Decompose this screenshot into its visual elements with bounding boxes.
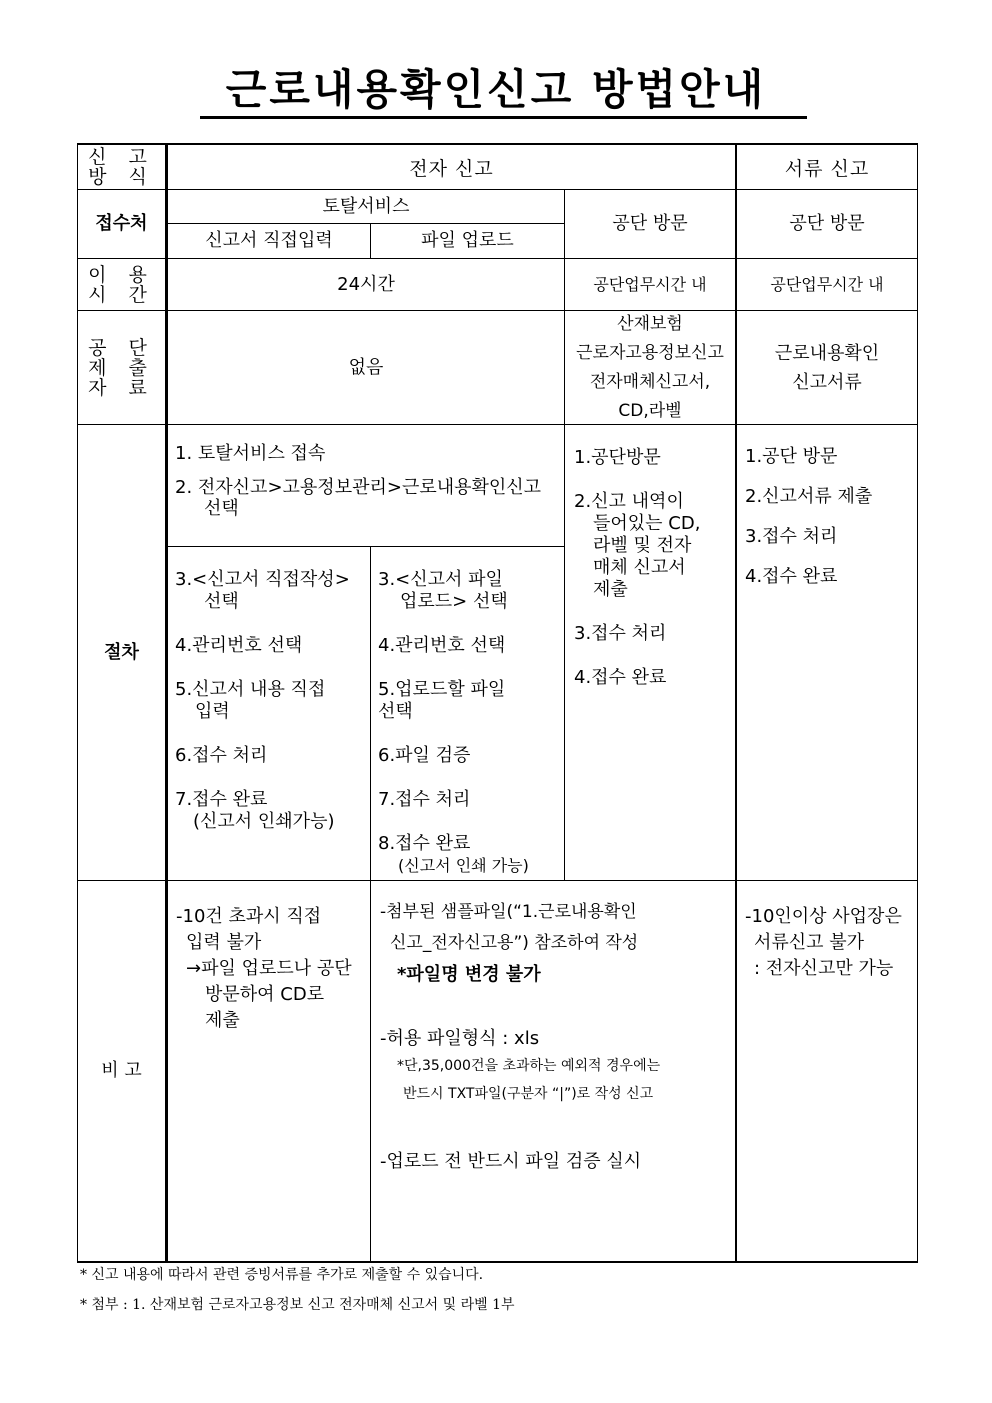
remark-line: 입력 불가	[186, 932, 262, 953]
materials-line: 근로내용확인	[774, 342, 880, 364]
procedure-step: 5.업로드할 파일	[378, 679, 506, 700]
procedure-step: 2.신고 내역이	[574, 491, 684, 512]
remark-line: : 전자신고만 가능	[754, 958, 894, 979]
method-label-line2: 방 식	[88, 166, 155, 188]
procedure-step: 라벨 및 전자	[593, 535, 692, 556]
materials-online: 없음	[348, 356, 384, 378]
footnote: * 첨부 : 1. 산재보험 근로자고용정보 신고 전자매체 신고서 및 라벨 1부	[80, 1297, 515, 1313]
materials-visit-electronic	[565, 311, 735, 424]
reception-label: 접수처	[95, 213, 148, 234]
hours-visit-document: 공단업무시간 내	[770, 274, 884, 294]
materials-line: 근로자고용정보신고	[576, 342, 724, 363]
title-underline	[200, 116, 807, 119]
procedure-step: 선택	[378, 701, 413, 722]
procedure-step: 매체 신고서	[593, 557, 686, 578]
page-title: 근로내용확인신고 방법안내	[225, 65, 767, 114]
procedure-step: 입력	[195, 701, 230, 722]
remark-line: -허용 파일형식 : xls	[380, 1028, 540, 1049]
remark-line: -첨부된 샘플파일(“1.근로내용확인	[380, 902, 637, 922]
electronic-header: 전자 신고	[409, 157, 494, 180]
procedure-step: 1.공단 방문	[745, 446, 838, 467]
procedure-step: 3.접수 처리	[574, 623, 667, 644]
materials-label-line1: 공 단	[88, 336, 155, 359]
procedure-step: 7.접수 완료	[175, 789, 268, 810]
procedure-step: 4.접수 완료	[745, 566, 838, 587]
materials-line: CD,라벨	[618, 400, 682, 421]
procedure-label: 절차	[104, 641, 139, 663]
total-service-header: 토탈서비스	[322, 195, 410, 217]
hours-label-line2: 시 간	[88, 283, 155, 306]
procedure-step: (신고서 인쇄가능)	[193, 811, 335, 832]
file-upload-header: 파일 업로드	[421, 230, 514, 251]
procedure-step: 4.관리번호 선택	[378, 635, 506, 656]
procedure-step: 4.관리번호 선택	[175, 635, 303, 656]
materials-line: 전자매체신고서,	[589, 371, 711, 392]
remark-line: 반드시 TXT파일(구분자 “|”)로 작성 신고	[403, 1086, 654, 1102]
method-label-cell	[78, 145, 165, 189]
procedure-step: 7.접수 처리	[378, 789, 471, 810]
visit-document-header: 공단 방문	[789, 213, 865, 234]
procedure-step: 8.접수 완료	[378, 833, 471, 854]
procedure-step: 선택	[204, 498, 239, 519]
remark-line: 제출	[205, 1010, 240, 1031]
procedure-step: 5.신고서 내용 직접	[175, 679, 326, 700]
remark-line: 방문하여 CD로	[205, 984, 325, 1005]
method-label-line1: 신 고	[88, 146, 155, 168]
procedure-step: 업로드> 선택	[400, 591, 508, 612]
procedure-step: 2. 전자신고>고용정보관리>근로내용확인신고	[175, 477, 542, 498]
procedure-step: 6.파일 검증	[378, 745, 471, 766]
remark-line: 신고_전자신고용”) 참조하여 작성	[390, 933, 639, 953]
visit-electronic-header: 공단 방문	[612, 213, 688, 234]
procedure-step: 3.<신고서 직접작성>	[175, 569, 350, 590]
materials-label	[78, 311, 165, 424]
materials-label-line2: 제 출	[88, 356, 155, 379]
footnote: * 신고 내용에 따라서 관련 증빙서류를 추가로 제출할 수 있습니다.	[80, 1267, 484, 1283]
remark-line: 서류신고 불가	[754, 932, 865, 953]
materials-visit-document	[737, 311, 917, 424]
remark-line: -업로드 전 반드시 파일 검증 실시	[380, 1151, 642, 1172]
procedure-step: 1. 토탈서비스 접속	[175, 443, 326, 464]
procedure-step: 1.공단방문	[574, 447, 661, 468]
procedure-step: 제출	[593, 579, 628, 600]
procedure-step: 선택	[204, 591, 239, 612]
hours-label	[78, 259, 165, 310]
remark-line: -10인이상 사업장은	[745, 906, 902, 927]
materials-line: 산재보험	[617, 313, 683, 334]
hours-visit-electronic: 공단업무시간 내	[593, 274, 707, 294]
direct-input-header: 신고서 직접입력	[205, 230, 333, 251]
procedure-step: 들어있는 CD,	[593, 513, 701, 534]
materials-label-line3: 자 료	[88, 376, 155, 399]
hours-online: 24시간	[337, 273, 395, 295]
remark-line: -10건 초과시 직접	[176, 906, 322, 927]
remark-line: →파일 업로드나 공단	[186, 958, 352, 979]
procedure-step: 6.접수 처리	[175, 745, 268, 766]
remarks-label: 비 고	[101, 1060, 142, 1081]
remark-line-emphasis: *파일명 변경 불가	[397, 964, 541, 985]
procedure-step: 3.<신고서 파일	[378, 569, 503, 590]
document-header: 서류 신고	[784, 157, 870, 180]
remark-line: *단,35,000건을 초과하는 예외적 경우에는	[397, 1058, 661, 1074]
procedure-step: 4.접수 완료	[574, 667, 667, 688]
procedure-step: 2.신고서류 제출	[745, 486, 873, 507]
procedure-step: (신고서 인쇄 가능)	[398, 856, 529, 875]
hours-label-line1: 이 용	[88, 263, 155, 286]
materials-line: 신고서류	[792, 371, 862, 393]
procedure-step: 3.접수 처리	[745, 526, 838, 547]
